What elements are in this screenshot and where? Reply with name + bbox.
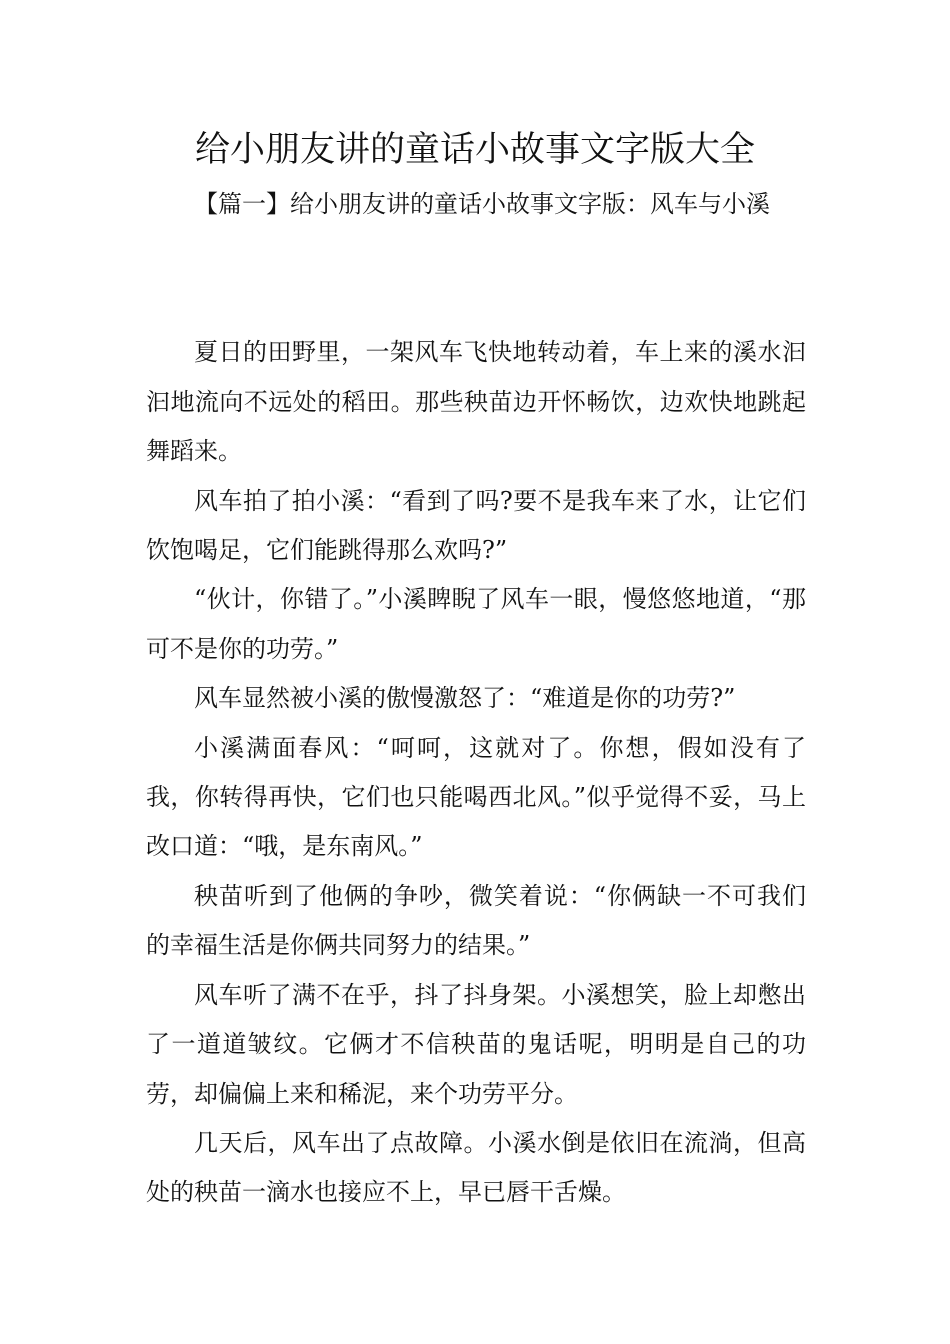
paragraph: 风车显然被小溪的傲慢激怒了：“难道是你的功劳?” [194, 684, 736, 713]
paragraph: 小溪满面春风：“呵呵，这就对了。你想，假如没有了我，你转得再快，它们也只能喝西北风。”似乎觉得不妥，马上改口道：“哦，是东南风。” [146, 733, 806, 861]
document-title: 给小朋友讲的童话小故事文字版大全 [194, 130, 755, 170]
paragraph: “伙计，你错了。”小溪睥睨了风车一眼，慢悠悠地道，“那可不是你的功劳。” [146, 585, 806, 663]
document-body [146, 180, 806, 1218]
paragraph: 风车拍了拍小溪：“看到了吗?要不是我车来了水，让它们饮饱喝足，它们能跳得那么欢吗?” [146, 486, 806, 565]
section-heading: 【篇一】给小朋友讲的童话小故事文字版：风车与小溪 [194, 190, 770, 218]
paragraph: 几天后，风车出了点故障。小溪水倒是依旧在流淌，但高处的秧苗一滴水也接应不上，早已唇干舌燥。 [146, 1128, 806, 1207]
blank-space [146, 229, 806, 328]
paragraph: 秧苗听到了他俩的争吵，微笑着说：“你俩缺一不可我们的幸福生活是你俩共同努力的结果。” [146, 881, 806, 960]
paragraph: 风车听了满不在乎，抖了抖身架。小溪想笑，脸上却憋出了一道道皱纹。它俩才不信秧苗的鬼话呢，明明是自己的功劳，却偏偏上来和稀泥，来个功劳平分。 [146, 980, 806, 1108]
paragraph: 夏日的田野里，一架风车飞快地转动着，车上来的溪水汩汩地流向不远处的稻田。那些秧苗边开怀畅饮，边欢快地跳起舞蹈来。 [146, 338, 806, 466]
